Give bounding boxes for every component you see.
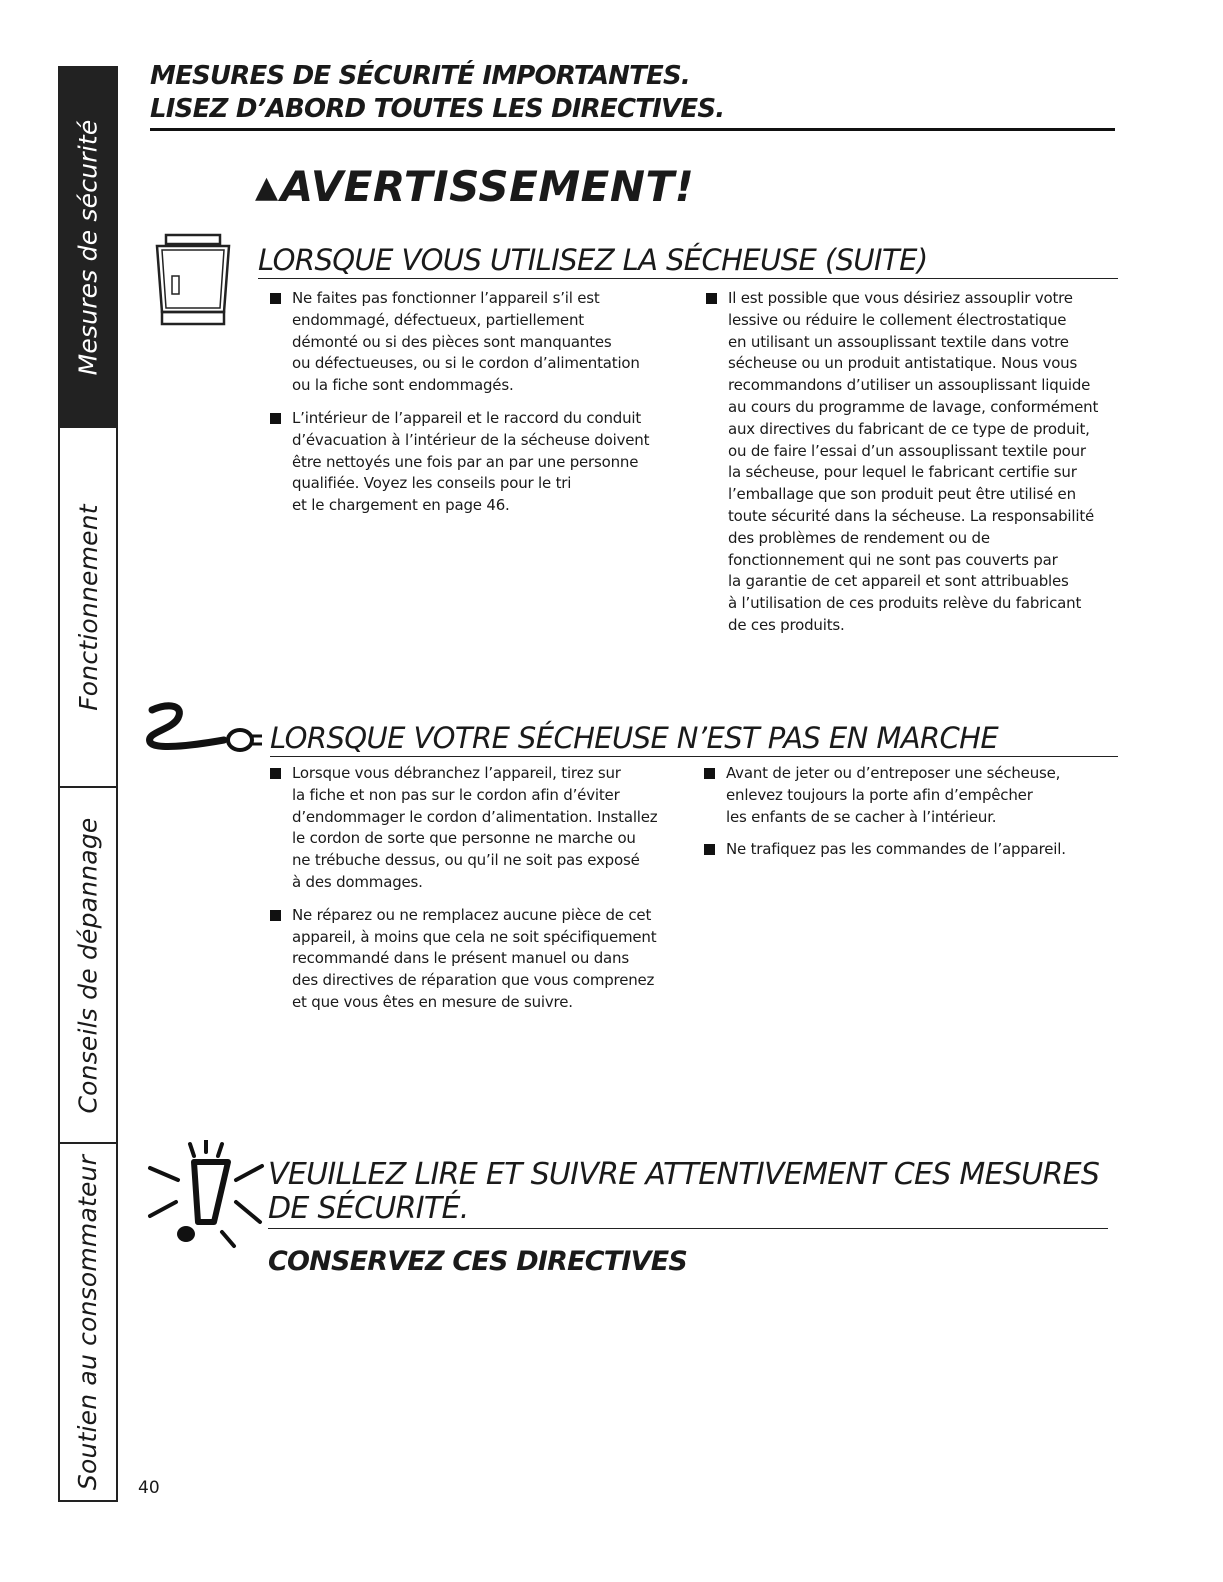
section1-left-column	[270, 288, 690, 528]
list-item: Avant de jeter ou d’entreposer une sécheuse, enlevez toujours la porte afin d’empêcher les enfants de se cacher à l’intérieur.	[704, 763, 1116, 828]
warning-triangle-icon: ▲	[255, 170, 279, 205]
side-tab-soutien-au-consommateur[interactable]	[58, 1144, 118, 1502]
side-tab-fonctionnement[interactable]	[58, 428, 118, 788]
power-plug-icon	[140, 698, 265, 758]
page-header	[150, 60, 1115, 131]
section1-right-column	[706, 288, 1118, 648]
header-line-1: MESURES DE SÉCURITÉ IMPORTANTES.	[150, 61, 691, 91]
list-item: Ne réparez ou ne remplacez aucune pièce de cet appareil, à moins que cela ne soit spécifiquement recommandé dans le présent manuel ou dans des directives de réparation que vous comprenez et que vous êtes en mesure de suivre.	[270, 905, 690, 1014]
lightbulb-icon	[146, 1140, 266, 1252]
side-tab-mesures-de-securite[interactable]	[58, 66, 118, 428]
list-item: L’intérieur de l’appareil et le raccord du conduit d’évacuation à l’intérieur de la sécheuse doivent être nettoyés une fois par an par une personne qualifiée. Voyez les conseils pour le tri et le chargement en page 46.	[270, 408, 690, 517]
section-title-dryer-not-running: LORSQUE VOTRE SÉCHEUSE N’EST PAS EN MARCHE	[270, 720, 1118, 757]
list-item: Lorsque vous débranchez l’appareil, tirez sur la fiche et non pas sur le cordon afin d’éviter d’endommager le cordon d’alimentation. Installez le cordon de sorte que personne ne marche ou ne trébuche dessus, ou qu’il ne soit pas exposé à des dommages.	[270, 763, 690, 894]
header-line-2: LISEZ D’ABORD TOUTES LES DIRECTIVES.	[150, 94, 725, 124]
side-tab-label: Mesures de sécurité	[73, 119, 103, 375]
list-item: Ne faites pas fonctionner l’appareil s’il est endommagé, défectueux, partiellement démonté ou si des pièces sont manquantes ou défectueuses, ou si le cordon d’alimentation ou la fiche sont endommagés.	[270, 288, 690, 397]
side-tab-label: Conseils de dépannage	[73, 817, 103, 1113]
side-tab-label: Soutien au consommateur	[73, 1154, 103, 1490]
dryer-icon	[150, 232, 236, 328]
warning-title	[255, 162, 694, 211]
section2-left-column	[270, 763, 690, 1025]
page-number: 40	[138, 1478, 160, 1498]
warning-title-text: AVERTISSEMENT!	[280, 162, 695, 211]
list-item: Ne trafiquez pas les commandes de l’appareil.	[704, 839, 1116, 861]
section-title-using-dryer: LORSQUE VOUS UTILISEZ LA SÉCHEUSE (SUITE)	[258, 242, 1118, 279]
section2-right-column	[704, 763, 1116, 872]
side-tab-label: Fonctionnement	[73, 503, 103, 711]
save-instructions: CONSERVEZ CES DIRECTIVES	[268, 1246, 688, 1277]
list-item: Il est possible que vous désiriez assouplir votre lessive ou réduire le collement électrostatique en utilisant un assouplissant textile dans votre sécheuse ou un produit antistatique. Nous vous recommandons d’utiliser un assouplissant liquide au cours du programme de lavage, conformément aux directives du fabricant de ce type de produit, ou de faire l’essai d’un assouplissant textile pour la sécheuse, pour lequel le fabricant certifie sur l’emballage que son produit peut être utilisé en toute sécurité dans la sécheuse. La responsabilité des problèmes de rendement ou de fonctionnement qui ne sont pas couverts par la garantie de cet appareil et sont attribuables à l’utilisation de ces produits relève du fabricant de ces produits.	[706, 288, 1118, 637]
side-tab-conseils-de-depannage[interactable]	[58, 788, 118, 1144]
read-follow-instructions: VEUILLEZ LIRE ET SUIVRE ATTENTIVEMENT CES MESURES DE SÉCURITÉ.	[268, 1158, 1108, 1229]
